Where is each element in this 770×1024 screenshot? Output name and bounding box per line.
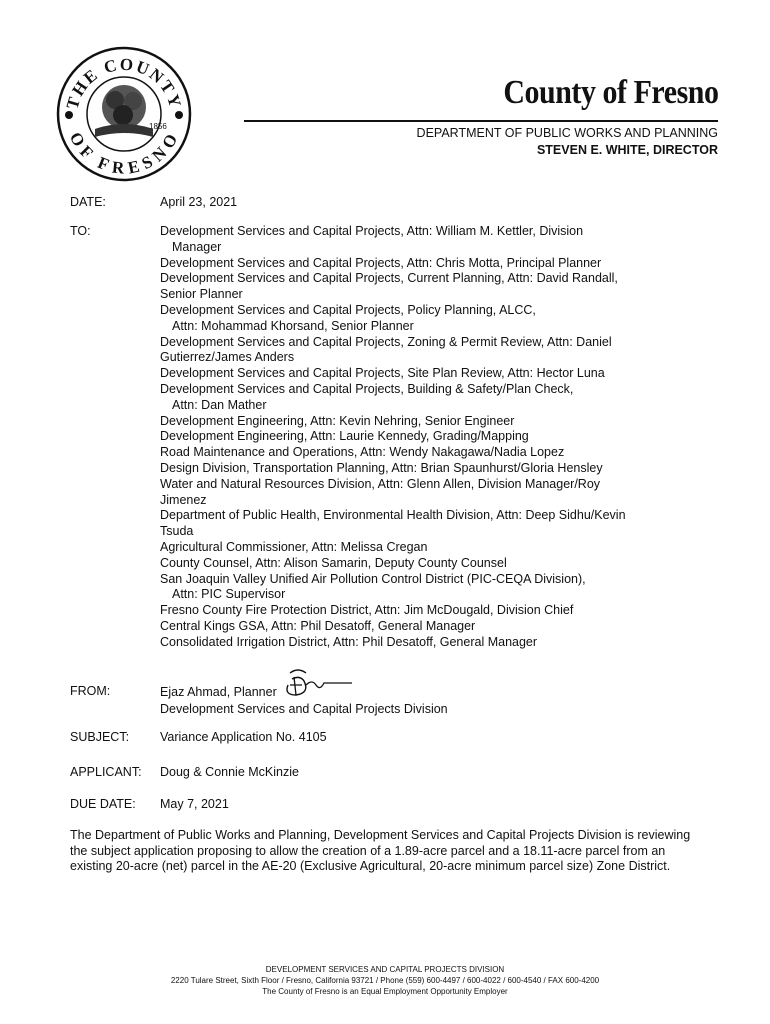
recipient-line: Gutierrez/James Anders [160, 350, 295, 365]
recipient-line: Fresno County Fire Protection District, Attn: Jim McDougald, Division Chief [160, 603, 574, 618]
recipient-line: Design Division, Transportation Planning, Attn: Brian Spaunhurst/Gloria Hensley [160, 460, 603, 475]
recipient-line: Road Maintenance and Operations, Attn: Wendy Nakagawa/Nadia Lopez [160, 445, 565, 460]
recipient-line: Development Services and Capital Projects, Site Plan Review, Attn: Hector Luna [160, 366, 605, 381]
due-date-value: May 7, 2021 [160, 797, 229, 811]
recipient-line: Development Services and Capital Projects, Building & Safety/Plan Check, [160, 381, 574, 396]
recipient-line: Development Services and Capital Projects, Attn: William M. Kettler, Division [160, 224, 584, 238]
recipient-line: Tsuda [160, 524, 194, 539]
from-name: Ejaz Ahmad, Planner [160, 685, 277, 699]
svg-text:OF FRESNO: OF FRESNO [65, 129, 183, 178]
footer-eeo: The County of Fresno is an Equal Employment Opportunity Employer [262, 987, 508, 996]
applicant-label: APPLICANT: [70, 765, 142, 779]
from-label: FROM: [70, 684, 111, 698]
recipient-line: Water and Natural Resources Division, Attn: Glenn Allen, Division Manager/Roy [160, 476, 601, 491]
recipient-line: Jimenez [160, 492, 207, 507]
recipient-line: Attn: Mohammad Khorsand, Senior Planner [172, 318, 414, 333]
header-rule [244, 120, 718, 122]
recipient-line: Development Services and Capital Projects, Policy Planning, ALCC, [160, 302, 536, 317]
recipient-line: Development Engineering, Attn: Laurie Kennedy, Grading/Mapping [160, 429, 529, 444]
footer-division: DEVELOPMENT SERVICES AND CAPITAL PROJECTS DIVISION [265, 965, 505, 974]
recipient-line: Agricultural Commissioner, Attn: Melissa Cregan [160, 539, 428, 554]
director-name: STEVEN E. WHITE, DIRECTOR [536, 143, 718, 157]
recipient-line: Development Services and Capital Projects, Attn: Chris Motta, Principal Planner [160, 255, 602, 270]
handwritten-signature [280, 665, 360, 701]
county-seal-logo [55, 45, 193, 183]
recipient-line: Attn: Dan Mather [172, 397, 267, 412]
recipient-line: Central Kings GSA, Attn: Phil Desatoff, General Manager [160, 618, 476, 633]
due-date-label: DUE DATE: [70, 797, 136, 811]
recipient-line: Manager [172, 239, 222, 254]
svg-text:1856: 1856 [149, 122, 167, 131]
recipient-list [160, 224, 700, 651]
applicant-value: Doug & Connie McKinzie [160, 765, 299, 779]
from-division: Development Services and Capital Projects Division [160, 702, 448, 716]
date-label: DATE: [70, 195, 106, 209]
recipient-line: Senior Planner [160, 287, 243, 302]
recipient-line: Development Services and Capital Projects, Zoning & Permit Review, Attn: Daniel [160, 334, 612, 349]
recipient-line: Development Services and Capital Projects, Current Planning, Attn: David Randall, [160, 271, 618, 286]
subject-value: Variance Application No. 4105 [160, 730, 327, 744]
recipient-line: Attn: PIC Supervisor [172, 587, 286, 602]
department-name: DEPARTMENT OF PUBLIC WORKS AND PLANNING [416, 126, 718, 140]
memo-body: The Department of Public Works and Planning, Development Services and Capital Projects Division is reviewing the subject application proposing to allow the creation of a 1.89-acre parcel and a 18.11-acre parcel from an existing 20-acre (net) parcel in the AE-20 (Exclusive Agricultural, 20-acre minimum parcel size) Zone District. [70, 828, 691, 873]
recipient-line: Consolidated Irrigation District, Attn: Phil Desatoff, General Manager [160, 634, 538, 649]
recipient-line: County Counsel, Attn: Alison Samarin, Deputy County Counsel [160, 555, 507, 570]
recipient-line: Department of Public Health, Environmental Health Division, Attn: Deep Sidhu/Kevin [160, 508, 626, 523]
recipient-line: Development Engineering, Attn: Kevin Nehring, Senior Engineer [160, 413, 515, 428]
svg-text:THE COUNTY: THE COUNTY [62, 54, 186, 112]
footer-address: 2220 Tulare Street, Sixth Floor / Fresno, California 93721 / Phone (559) 600-4497 / 600-4022 / 600-4540 / FAX 600-4200 [170, 976, 600, 985]
date-value: April 23, 2021 [160, 195, 238, 209]
to-label: TO: [70, 224, 91, 238]
subject-label: SUBJECT: [70, 730, 130, 744]
county-title: County of Fresno [502, 74, 718, 111]
recipient-line: San Joaquin Valley Unified Air Pollution Control District (PIC-CEQA Division), [160, 571, 586, 586]
